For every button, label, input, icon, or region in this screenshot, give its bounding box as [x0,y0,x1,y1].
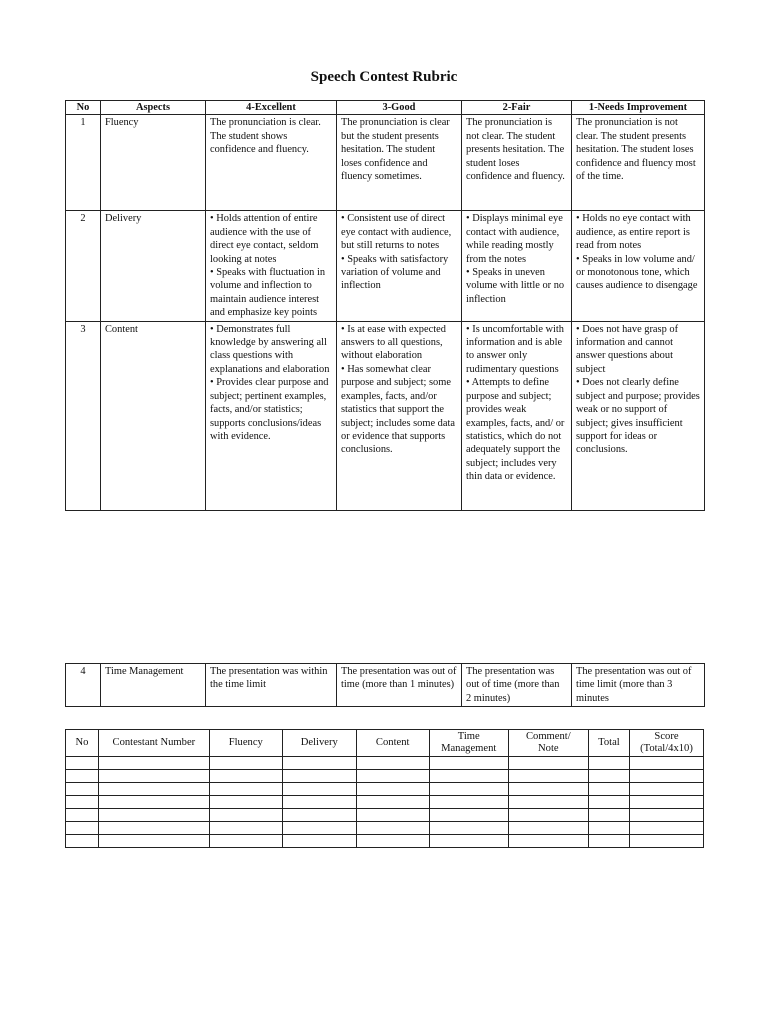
header-needs-improvement: 1-Needs Improvement [572,101,705,115]
score-cell[interactable] [98,796,209,809]
criteria-needs-improvement: The pronunciation is not clear. The student presents hesitation. The student loses confidence and fluency most of the time. [572,115,705,211]
score-header-time-management: Time Management [429,730,508,757]
score-cell[interactable] [629,796,703,809]
score-cell[interactable] [282,809,356,822]
score-cell[interactable] [66,757,99,770]
score-cell[interactable] [629,757,703,770]
score-cell[interactable] [282,796,356,809]
criteria-fair: • Displays minimal eye contact with audience, while reading mostly from the notes • Speaks in uneven volume with little or no inflection [462,211,572,321]
score-cell[interactable] [629,835,703,848]
score-cell[interactable] [508,796,588,809]
score-cell[interactable] [356,770,429,783]
criteria-needs-improvement: • Does not have grasp of information and cannot answer questions about subject • Does not clearly define subject and purpose; provides weak or no support of subject; gives insufficient support for ideas or conclusions. [572,321,705,510]
score-header-content: Content [356,730,429,757]
page-title: Speech Contest Rubric [310,69,458,85]
score-cell[interactable] [209,757,282,770]
criteria-good: • Consistent use of direct eye contact with audience, but still returns to notes • Speaks with satisfactory variation of volume and inflection [337,211,462,321]
score-cell[interactable] [66,770,99,783]
score-cell[interactable] [356,809,429,822]
row-number: 2 [66,211,101,321]
score-cell[interactable] [356,796,429,809]
score-header-no: No [66,730,99,757]
row-number: 4 [66,664,101,707]
score-cell[interactable] [588,770,629,783]
score-row [66,835,704,848]
score-row [66,796,704,809]
score-header-total: Total [588,730,629,757]
score-cell[interactable] [356,835,429,848]
score-cell[interactable] [588,822,629,835]
row-number: 1 [66,115,101,211]
score-cell[interactable] [98,783,209,796]
score-cell[interactable] [508,783,588,796]
aspect-name: Time Management [101,664,206,707]
criteria-excellent: • Holds attention of entire audience with the use of direct eye contact, seldom looking at notes • Speaks with fluctuation in volume and inflection to maintain audience interest and emphasize key points [206,211,337,321]
header-excellent: 4-Excellent [206,101,337,115]
rubric-row-fluency [66,115,705,211]
score-table-body [66,757,704,848]
score-cell[interactable] [66,835,99,848]
rubric-row-delivery [66,211,705,321]
header-aspects: Aspects [101,101,206,115]
score-row [66,822,704,835]
criteria-excellent: • Demonstrates full knowledge by answering all class questions with explanations and elaboration • Provides clear purpose and subject; pertinent examples, facts, and/or statistics; supports conclusions/ideas with evidence. [206,321,337,510]
score-cell[interactable] [429,835,508,848]
criteria-good: • Is at ease with expected answers to all questions, without elaboration • Has somewhat clear purpose and subject; some examples, facts, and/or statistics that support the subject; includes some data or evidence that supports conclusions. [337,321,462,510]
score-header-delivery: Delivery [282,730,356,757]
score-cell[interactable] [98,770,209,783]
criteria-fair: The pronunciation is not clear. The student presents hesitation. The student loses confidence and fluency. [462,115,572,211]
header-good: 3-Good [337,101,462,115]
score-cell[interactable] [429,796,508,809]
score-cell[interactable] [282,770,356,783]
score-cell[interactable] [209,770,282,783]
score-cell[interactable] [98,835,209,848]
rubric-row-content [66,321,705,510]
criteria-good: The pronunciation is clear but the student presents hesitation. The student loses confidence and fluency sometimes. [337,115,462,211]
score-cell[interactable] [508,822,588,835]
score-cell[interactable] [282,757,356,770]
score-cell[interactable] [588,796,629,809]
score-cell[interactable] [429,770,508,783]
score-cell[interactable] [588,809,629,822]
aspect-name: Delivery [101,211,206,321]
score-cell[interactable] [209,796,282,809]
criteria-good: The presentation was out of time (more than 1 minutes) [337,664,462,707]
score-cell[interactable] [66,822,99,835]
aspect-name: Content [101,321,206,510]
score-cell[interactable] [429,809,508,822]
score-cell[interactable] [508,770,588,783]
score-table [65,729,704,848]
score-cell[interactable] [98,757,209,770]
score-header-row [66,730,704,757]
score-cell[interactable] [209,835,282,848]
score-cell[interactable] [508,835,588,848]
score-cell[interactable] [629,809,703,822]
score-cell[interactable] [66,783,99,796]
rubric-row-time-management [66,664,705,707]
criteria-needs-improvement: • Holds no eye contact with audience, as entire report is read from notes • Speaks in low volume and/ or monotonous tone, which causes audience to disengage [572,211,705,321]
score-cell[interactable] [629,783,703,796]
criteria-needs-improvement: The presentation was out of time limit (more than 3 minutes [572,664,705,707]
criteria-fair: The presentation was out of time (more than 2 minutes) [462,664,572,707]
score-cell[interactable] [209,822,282,835]
score-row [66,809,704,822]
score-cell[interactable] [66,796,99,809]
score-cell[interactable] [209,809,282,822]
header-fair: 2-Fair [462,101,572,115]
score-cell[interactable] [356,822,429,835]
score-cell[interactable] [629,822,703,835]
score-cell[interactable] [588,783,629,796]
score-cell[interactable] [429,783,508,796]
score-cell[interactable] [429,757,508,770]
score-cell[interactable] [588,757,629,770]
score-cell[interactable] [209,783,282,796]
rubric-table [65,100,705,511]
aspect-name: Fluency [101,115,206,211]
score-cell[interactable] [98,822,209,835]
score-cell[interactable] [98,809,209,822]
score-row [66,783,704,796]
score-header-score: Score (Total/4x10) [629,730,703,757]
score-cell[interactable] [508,757,588,770]
rubric-table-continued [65,663,705,707]
score-cell[interactable] [588,835,629,848]
rubric-header-row [66,101,705,115]
score-header-fluency: Fluency [209,730,282,757]
score-header-comment-note: Comment/ Note [508,730,588,757]
score-header-contestant-number: Contestant Number [98,730,209,757]
score-cell[interactable] [508,809,588,822]
score-cell[interactable] [356,783,429,796]
criteria-excellent: The presentation was within the time limit [206,664,337,707]
row-number: 3 [66,321,101,510]
score-row [66,757,704,770]
score-cell[interactable] [282,783,356,796]
header-no: No [66,101,101,115]
criteria-fair: • Is uncomfortable with information and is able to answer only rudimentary questions • Attempts to define purpose and subject; provides weak examples, facts, and/ or statistics, which do not adequately support the subject; includes very thin data or evidence. [462,321,572,510]
score-cell[interactable] [629,770,703,783]
criteria-excellent: The pronunciation is clear. The student shows confidence and fluency. [206,115,337,211]
score-cell[interactable] [66,809,99,822]
score-row [66,770,704,783]
score-cell[interactable] [282,835,356,848]
score-cell[interactable] [356,757,429,770]
score-cell[interactable] [282,822,356,835]
score-cell[interactable] [429,822,508,835]
